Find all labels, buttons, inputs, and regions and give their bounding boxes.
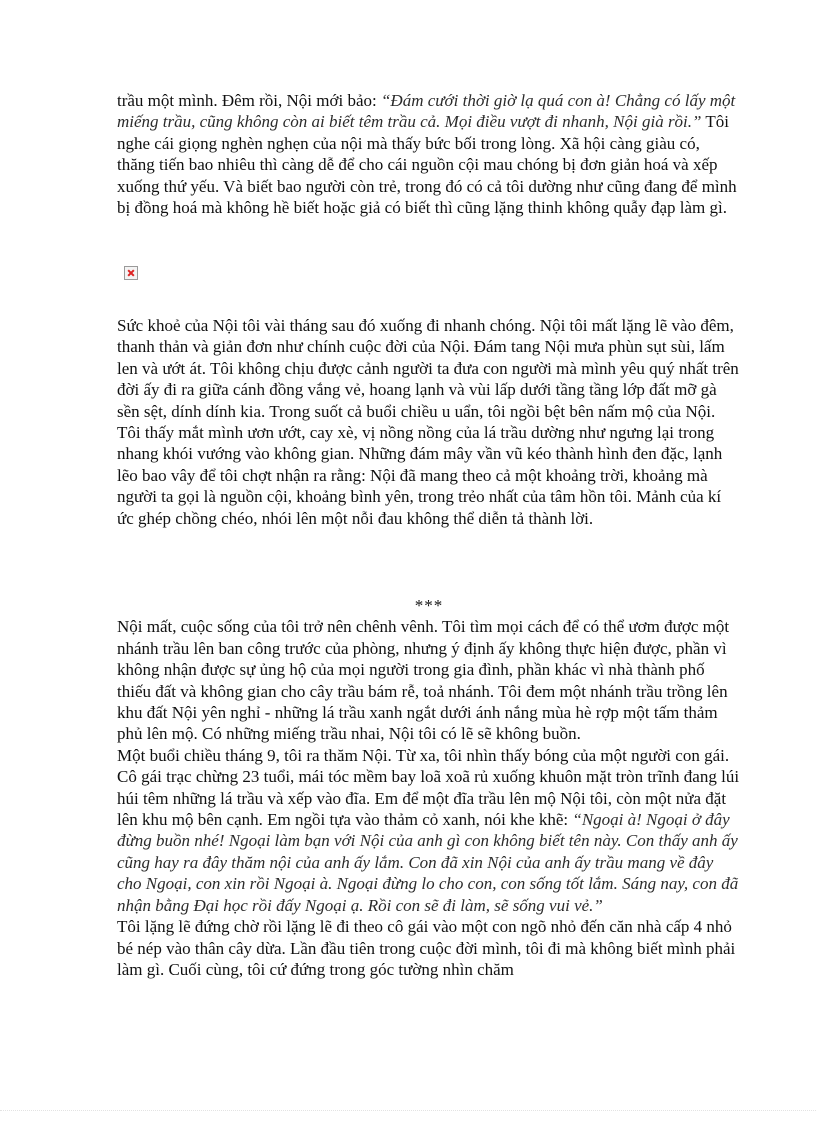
text-section-bottom bbox=[117, 595, 741, 980]
paragraph bbox=[117, 745, 741, 916]
text-section-middle bbox=[117, 315, 741, 529]
paragraph-text: Một buổi chiều tháng 9, tôi ra thăm Nội. Từ xa, tôi nhìn thấy bóng của một người con gái. Cô gái trạc chừng 23 tuổi, mái tóc mềm bay loã xoã rủ xuống khuôn mặt tròn trĩnh đang lúi húi têm những lá trầu và xếp vào đĩa. Em để một đĩa trầu lên mộ Nội tôi, còn một nửa đặt lên khu mộ bên cạnh. Em ngồi tựa vào thảm cỏ xanh, nói khe khẽ: bbox=[117, 745, 740, 830]
paragraph: Tôi lặng lẽ đứng chờ rồi lặng lẽ đi theo cô gái vào một con ngõ nhỏ đến căn nhà cấp 4 nhỏ bé nép vào thân cây dừa. Lần đầu tiên trong cuộc đời mình, tôi đi mà không biết mình phải làm gì. Cuối cùng, tôi cứ đứng trong góc tường nhìn chăm bbox=[117, 917, 736, 979]
section-separator: *** bbox=[414, 596, 444, 615]
paragraph-text: trầu một mình. Đêm rồi, Nội mới bảo: bbox=[117, 91, 381, 110]
text-section-top bbox=[117, 90, 741, 218]
quote-text: “Đám cưới thời giờ lạ quá con à! Chẳng có lấy một miếng trầu, cũng không còn ai biết têm trầu cả. Mọi điều vượt đi nhanh, Nội già rồi.” bbox=[117, 91, 736, 132]
quote-text: “Ngoại à! Ngoại ở đây đừng buồn nhé! Ngoại làm bạn với Nội của anh gì con không biết tên này. Con thấy anh ấy cũng hay ra đây thăm nội của anh ấy lắm. Con đã xin Nội của anh ấy trầu mang về đây cho Ngoại, con xin rồi Ngoại à. Ngoại đừng lo cho con, con sống tốt lắm. Sáng nay, con đã nhận bằng Đại học rồi đấy Ngoại ạ. Rồi con sẽ đi làm, sẽ sống vui vẻ.” bbox=[117, 810, 739, 915]
paragraph bbox=[117, 90, 741, 218]
broken-image-icon bbox=[124, 266, 138, 280]
paragraph: Nội mất, cuộc sống của tôi trở nên chênh vênh. Tôi tìm mọi cách để có thể ươm được một nhánh trầu lên ban công trước của phòng, nhưng ý định ấy không thực hiện được, phần vì không nhận được sự ủng hộ của mọi người trong gia đình, phần khác vì nhà thành phố thiếu đất và không gian cho cây trầu bám rễ, toả nhánh. Tôi đem một nhánh trầu trồng lên khu đất Nội yên nghỉ - những lá trầu xanh ngắt dưới ánh nắng mùa hè rợp một tấm thảm phủ lên mộ. Có những miếng trầu nhai, Nội tôi có lẽ sẽ không buồn. bbox=[117, 617, 730, 744]
paragraph: Sức khoẻ của Nội tôi vài tháng sau đó xuống đi nhanh chóng. Nội tôi mất lặng lẽ vào đêm, thanh thản và giản đơn như chính cuộc đời của Nội. Đám tang Nội mưa phùn sụt sùi, lấm len và ướt át. Tôi không chịu được cảnh người ta đưa con người mà mình yêu quý nhất trên đời ấy đi ra giữa cánh đồng vắng vẻ, hoang lạnh và vùi lấp dưới tầng tầng lớp đất mỡ gà sền sệt, dính dính kia. Trong suốt cả buổi chiều u uẩn, tôi ngồi bệt bên nấm mộ của Nội. Tôi thấy mắt mình ươn ướt, cay xè, vị nồng nồng của lá trầu dường như ngưng lại trong nhang khói vướng vào không gian. Những đám mây vần vũ kéo thành hình đen đặc, lạnh lẽo bao vây để tôi chợt nhận ra rằng: Nội đã mang theo cả một khoảng trời, khoảng mà người ta gọi là nguồn cội, khoảng bình yên, trong trẻo nhất của tâm hồn tôi. Mảnh của kí ức ghép chồng chéo, nhói lên một nỗi đau không thể diễn tả thành lời. bbox=[117, 316, 739, 528]
paragraph-text: Tôi nghe cái giọng nghèn nghẹn của nội mà thấy bức bối trong lòng. Xã hội càng giàu có, thăng tiến bao nhiêu thì càng dễ để cho cái nguồn cội mau chóng bị đơn giản hoá và xếp xuống thứ yếu. Và biết bao người còn trẻ, trong đó có cả tôi dường như cũng đang để mình bị đồng hoá mà không hề biết hoặc giả có biết thì cũng lặng thinh không quẫy đạp làm gì. bbox=[117, 112, 737, 218]
page-bottom-divider bbox=[0, 1110, 816, 1112]
